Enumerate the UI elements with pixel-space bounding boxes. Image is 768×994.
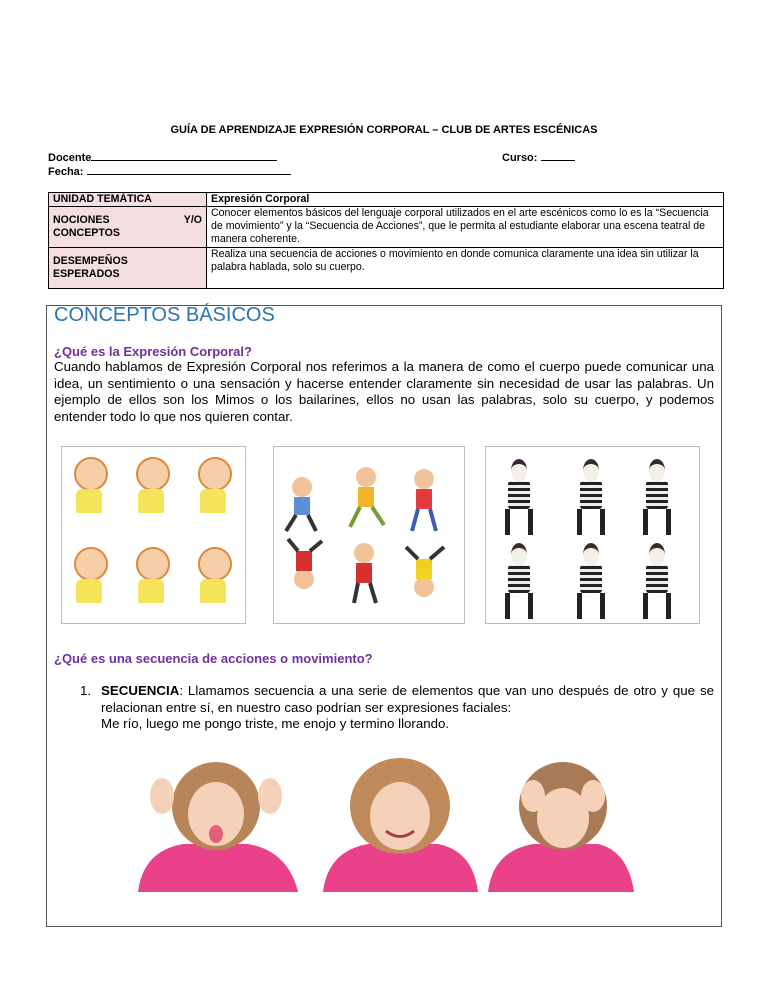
unidad-label: UNIDAD TEMÁTICA [49, 193, 207, 207]
dancer-5 [354, 543, 376, 603]
faces-image [61, 446, 246, 624]
curso-label: Curso: [502, 152, 538, 164]
list-definition: : Llamamos secuencia a una serie de elementos que van uno después de otro y que se relacionan entre sí, en nuestro caso podrían ser expresiones faciales: [101, 683, 714, 715]
girl-photo-sad [488, 762, 634, 892]
docente-label: Docente [48, 152, 92, 164]
question-expresion-corporal: ¿Qué es la Expresión Corporal? [54, 344, 252, 359]
info-table [48, 192, 724, 289]
desempenos-label-b: ESPERADOS [53, 268, 120, 280]
fecha-label: Fecha: [48, 166, 84, 178]
desempenos-value: Realiza una secuencia de acciones o movimiento en donde comunica claramente una idea sin utilizar la palabra hablada, solo su cuerpo. [207, 248, 724, 289]
nociones-label-a: NOCIONES [53, 214, 110, 226]
nociones-label-b: Y/O [183, 214, 202, 226]
nociones-value: Conocer elementos básicos del lenguaje corporal utilizados en el arte escénicos como lo es la “Secuencia de movimiento” y la “Secuencia de Acciones”, que le permita al estudiante elaborar una escena teatral de manera coherente. [207, 207, 724, 248]
docente-field [48, 151, 277, 164]
dancer-2 [350, 467, 384, 527]
dancer-6 [406, 547, 444, 597]
list-text [101, 683, 714, 733]
fecha-field [48, 165, 291, 178]
nociones-label-c: CONCEPTOS [53, 227, 120, 239]
paragraph-expresion-corporal: Cuando hablamos de Expresión Corporal nos referimos a la manera de como el cuerpo puede comunicar una idea, un sentimiento o una sensación y hacerse entender claramente sin necesidad de usar las palabras. Un ejemplo de ellos son los Mimos o los bailarines, ellos no usan las palabras, solo su cuerpo, y podemos entender todo lo que nos quieren contar. [54, 359, 714, 424]
nociones-label [49, 207, 207, 248]
list-item [80, 683, 714, 733]
dancer-1 [286, 477, 316, 531]
girl-photo-tongue [138, 762, 298, 892]
dancer-3 [412, 469, 436, 531]
fecha-line [87, 165, 291, 175]
girl-photo-smile [323, 758, 478, 892]
unidad-value: Expresión Corporal [207, 193, 724, 207]
doc-title: GUÍA DE APRENDIZAJE EXPRESIÓN CORPORAL – CLUB DE ARTES ESCÉNICAS [170, 124, 598, 136]
desempenos-label [49, 248, 207, 289]
list-example: Me río, luego me pongo triste, me enojo y termino llorando. [101, 716, 450, 731]
dancer-4 [288, 539, 322, 589]
section-title: CONCEPTOS BÁSICOS [54, 304, 275, 326]
girl-expressions-photos [138, 756, 638, 892]
desempenos-label-a: DESEMPEÑOS [53, 255, 128, 267]
list-term: SECUENCIA [101, 683, 180, 698]
curso-line [541, 151, 575, 161]
docente-line [91, 151, 277, 161]
list-number: 1. [80, 683, 92, 698]
curso-field [502, 151, 575, 164]
dancers-illustration [274, 447, 464, 623]
dancers-image [273, 446, 465, 624]
question-secuencia: ¿Qué es una secuencia de acciones o movimiento? [54, 651, 373, 666]
mimes-image [485, 446, 700, 624]
